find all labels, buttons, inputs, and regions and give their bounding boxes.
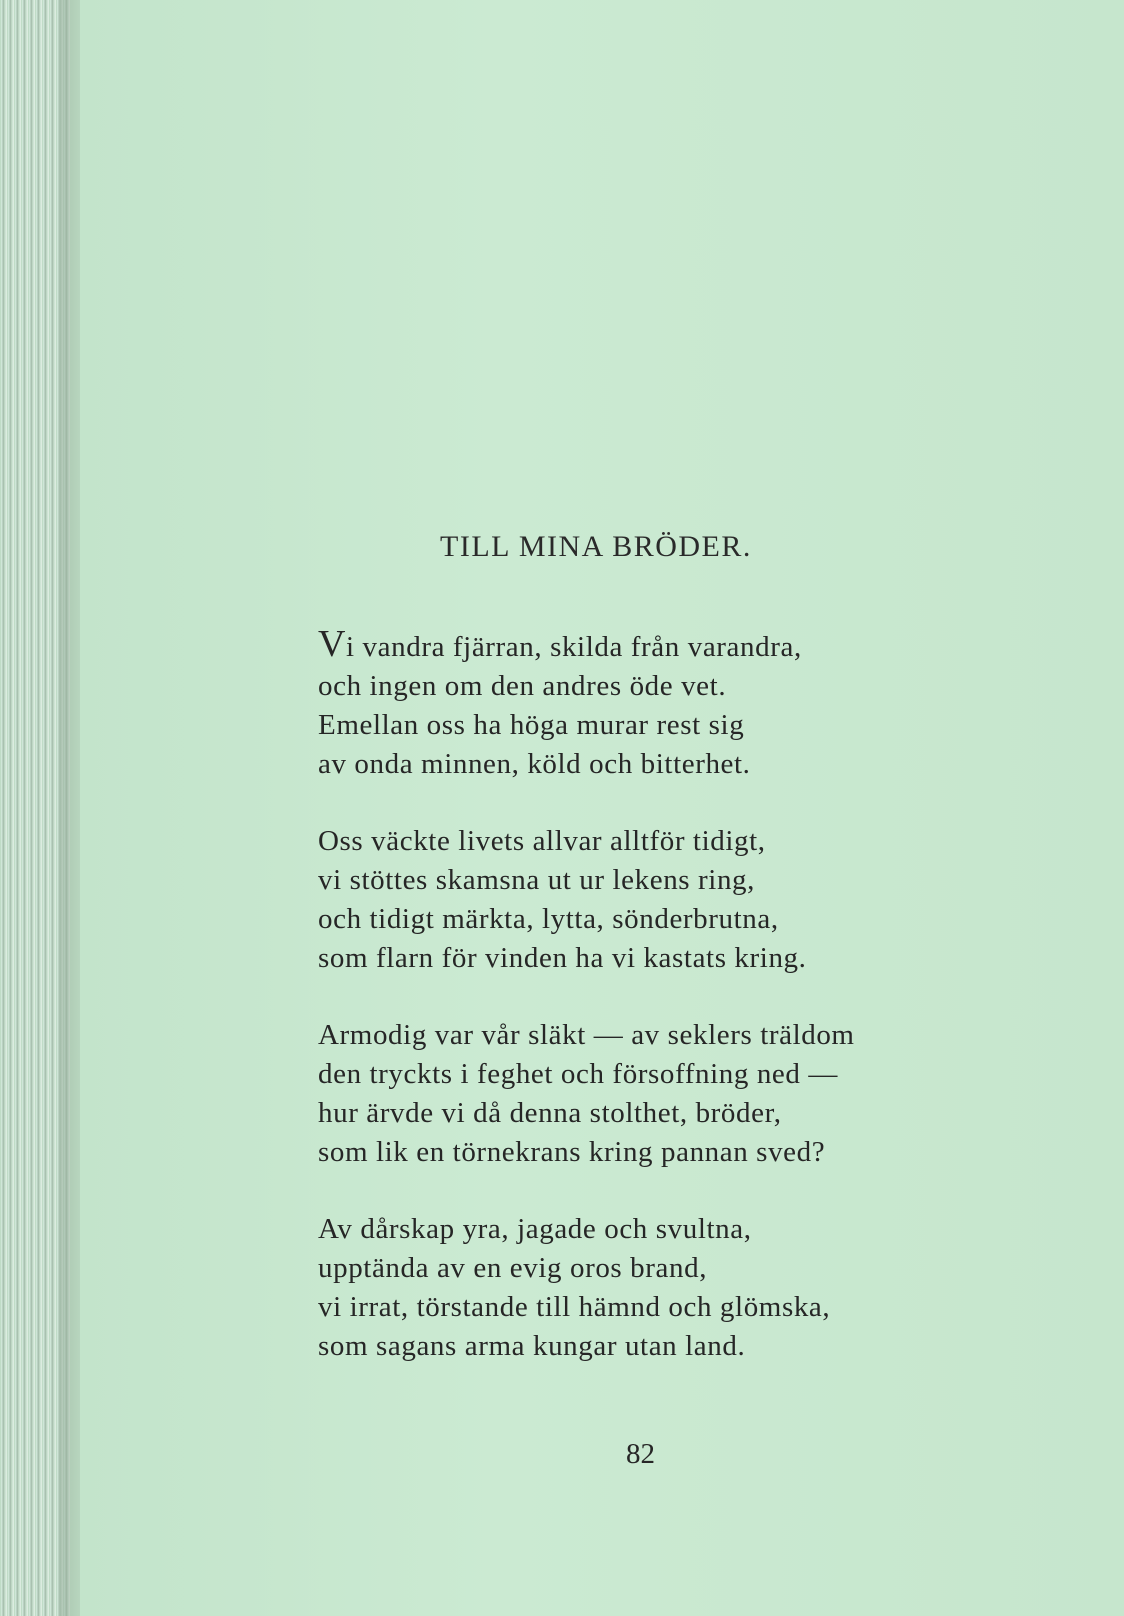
- poem-line: som flarn för vinden ha vi kastats kring.: [318, 942, 807, 974]
- poem-line: Vi vandra fjärran, skilda från varandra,: [318, 623, 802, 665]
- stanza-1: [318, 623, 978, 784]
- poem-line: som lik en törnekrans kring pannan sved?: [318, 1136, 826, 1168]
- stanza-2: [318, 822, 978, 978]
- poem-line: Armodig var vår släkt — av seklers träldom: [318, 1019, 855, 1051]
- poem-line: av onda minnen, köld och bitterhet.: [318, 748, 751, 780]
- poem-title: TILL MINA BRÖDER.: [440, 530, 752, 563]
- poem-line: Av dårskap yra, jagade och svultna,: [318, 1213, 752, 1245]
- poem-line: Emellan oss ha höga murar rest sig: [318, 709, 745, 741]
- stanza-3: [318, 1016, 978, 1172]
- stanza-4: [318, 1210, 978, 1366]
- poem-line: upptända av en evig oros brand,: [318, 1252, 708, 1284]
- poem-line: Oss väckte livets allvar alltför tidigt,: [318, 825, 766, 857]
- poem-line: vi irrat, törstande till hämnd och glömska,: [318, 1291, 831, 1323]
- poem-line: hur ärvde vi då denna stolthet, bröder,: [318, 1097, 782, 1129]
- drop-cap: V: [318, 623, 347, 665]
- poem-line: och tidigt märkta, lytta, sönderbrutna,: [318, 903, 779, 935]
- page-number: 82: [626, 1438, 655, 1470]
- poem-line: och ingen om den andres öde vet.: [318, 670, 727, 702]
- poem-body: [318, 623, 978, 1404]
- poem-line: vi stöttes skamsna ut ur lekens ring,: [318, 864, 756, 896]
- poem-line: som sagans arma kungar utan land.: [318, 1330, 746, 1362]
- poem-line: den tryckts i feghet och försoffning ned —: [318, 1058, 838, 1090]
